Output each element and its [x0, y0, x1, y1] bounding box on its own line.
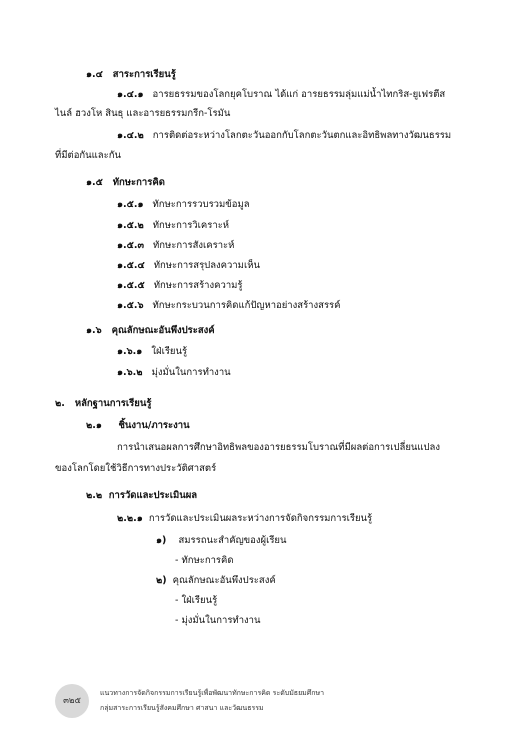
attr-item [117, 346, 187, 358]
section-title: ชิ้นงาน/ภาระงาน [118, 420, 190, 431]
item-number: ๑.๖.๑ [117, 346, 143, 357]
eval-subitem: - ใฝ่เรียนรู้ [175, 595, 218, 606]
item-1-4-2 [117, 130, 451, 142]
section-number: ๒.๑ [86, 420, 102, 431]
skill-item [117, 260, 260, 272]
item-text: ทักษะการรวบรวมข้อมูล [152, 199, 250, 210]
item-text: คุณลักษณะอันพึงประสงค์ [172, 575, 276, 586]
item-number: ๑.๕.๒ [117, 220, 144, 231]
item-1-4-2-cont: ที่มีต่อกันและกัน [55, 150, 121, 161]
section-number: ๑.๕ [86, 177, 103, 188]
item-text: การวัดและประเมินผลระหว่างการจัดกิจกรรมการเรียนรู้ [148, 513, 373, 524]
section-title: คุณลักษณะอันพึงประสงค์ [111, 325, 215, 336]
paragraph-2-1-line2: ของโลกโดยใช้วิธีการทางประวัติศาสตร์ [55, 463, 217, 474]
heading-1-6 [86, 325, 215, 337]
item-number: ๑.๕.๖ [117, 300, 144, 311]
item-text: ทักษะการสังเคราะห์ [153, 240, 235, 251]
heading-2-1 [86, 420, 190, 432]
item-2-2-1 [117, 513, 372, 525]
heading-2-2 [86, 490, 197, 502]
item-number: ๒) [156, 575, 167, 586]
item-number: ๑.๕.๓ [117, 240, 144, 251]
section-number: ๒. [55, 398, 65, 409]
item-number: ๑.๕.๔ [117, 260, 145, 271]
item-number: ๑.๕.๑ [117, 199, 144, 210]
eval-item-2 [156, 575, 276, 587]
skill-item [117, 220, 229, 232]
item-1-4-1-cont: ไนล์ ฮวงโห สินธุ และอารยธรรมกรีก-โรมัน [55, 108, 231, 119]
skill-item [117, 300, 341, 312]
section-number: ๒.๒ [86, 490, 103, 501]
item-text: อารยธรรมของโลกยุคโบราณ ได้แก่ อารยธรรมลุ่มแม่น้ำไทกริส-ยูเฟรตีส [152, 89, 446, 100]
item-number: ๑.๔.๑ [117, 89, 144, 100]
section-title: หลักฐานการเรียนรู้ [74, 398, 152, 409]
item-text: การติดต่อระหว่างโลกตะวันออกกับโลกตะวันตกและอิทธิพลทางวัฒนธรรม [152, 130, 452, 141]
item-number: ๑.๔.๒ [117, 130, 144, 141]
item-number: ๑.๖.๒ [117, 367, 143, 378]
paragraph-2-1-line1: การนำเสนอผลการศึกษาอิทธิพลของอารยธรรมโบราณที่มีผลต่อการเปลี่ยนแปลง [117, 442, 441, 453]
heading-1-5 [86, 177, 165, 189]
item-text: มุ่งมั่นในการทำงาน [151, 367, 231, 378]
section-title: ทักษะการคิด [112, 177, 165, 188]
attr-item [117, 367, 231, 379]
item-text: ใฝ่เรียนรู้ [151, 346, 188, 357]
item-text: สมรรถนะสำคัญของผู้เรียน [178, 535, 287, 546]
item-number: ๑.๕.๕ [117, 280, 145, 291]
heading-1-4 [86, 69, 176, 81]
item-text: ทักษะกระบวนการคิดแก้ปัญหาอย่างสร้างสรรค์ [152, 300, 341, 311]
item-1-4-1 [117, 89, 445, 101]
item-text: ทักษะการสรุปลงความเห็น [153, 260, 260, 271]
eval-subitem: - ทักษะการคิด [175, 555, 234, 566]
skill-item [117, 240, 234, 252]
section-number: ๑.๔ [86, 69, 103, 80]
eval-item-1 [156, 535, 286, 547]
section-title: สาระการเรียนรู้ [112, 69, 176, 80]
heading-2 [55, 398, 151, 410]
footer-line-2: กลุ่มสาระการเรียนรู้สังคมศึกษา ศาสนา และวัฒนธรรม [100, 704, 264, 712]
item-number: ๒.๒.๑ [117, 513, 143, 524]
section-title: การวัดและประเมินผล [108, 490, 198, 501]
page-number-badge: ๓๒๕ [55, 684, 89, 718]
section-number: ๑.๖ [86, 325, 102, 336]
eval-subitem: - มุ่งมั่นในการทำงาน [175, 615, 261, 626]
skill-item [117, 199, 250, 211]
footer-line-1: แนวทางการจัดกิจกรรมการเรียนรู้เพื่อพัฒนาทักษะการคิด ระดับมัธยมศึกษา [100, 689, 325, 697]
item-text: ทักษะการวิเคราะห์ [152, 220, 230, 231]
skill-item [117, 280, 243, 292]
item-text: ทักษะการสร้างความรู้ [153, 280, 243, 291]
item-number: ๑) [156, 535, 167, 546]
